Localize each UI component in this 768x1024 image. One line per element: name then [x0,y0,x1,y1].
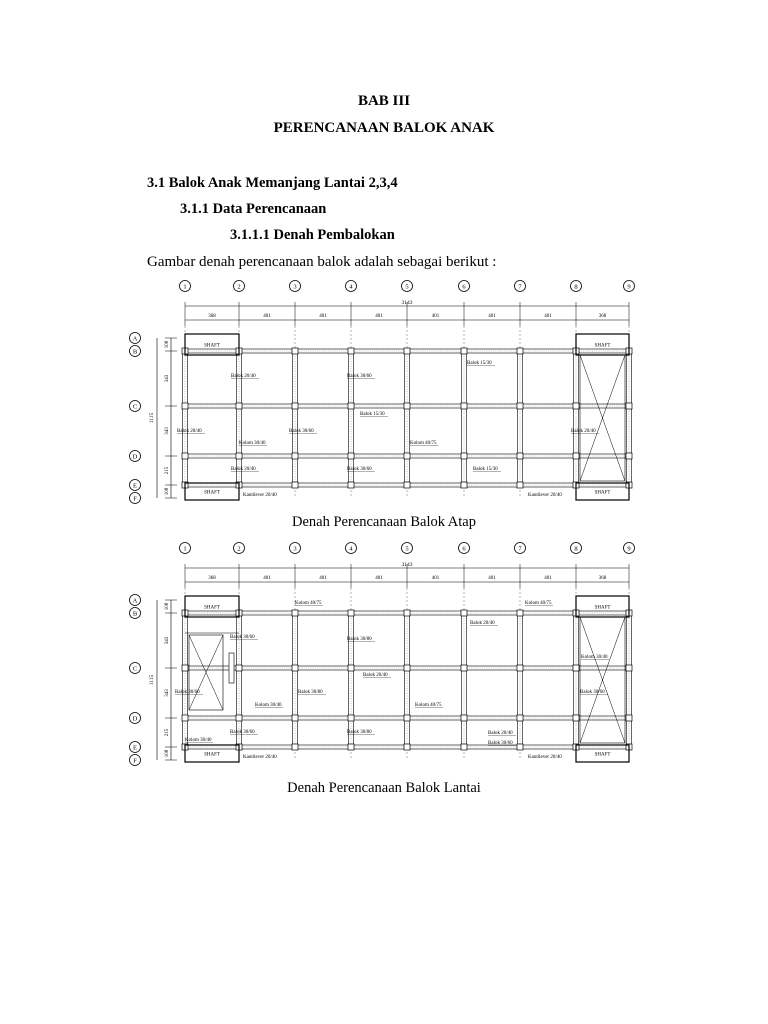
column-node [348,403,354,409]
span-label: 401 [431,576,440,581]
grid-label-E: E [133,744,137,752]
column-node [348,482,354,488]
plan-label-b2: Balok 30/60 [347,374,372,379]
height-label: 343 [165,374,170,383]
column-node [517,610,523,616]
span-label: 368 [208,314,216,319]
height-label: 108 [165,749,170,758]
cantilever-label-left: Kantilever 20/40 [243,493,277,498]
shaft-top-left-label: SHAFT [204,343,220,349]
plan-label-b4: Balok 15/30 [360,412,385,417]
grid-label-5: 5 [405,545,409,553]
column-node [348,715,354,721]
column-node [461,403,467,409]
column-node [404,348,410,354]
grid-label-D: D [132,715,138,723]
roof-beam-plan-drawing [125,276,645,508]
height-label: 215 [165,728,170,737]
plan-label-b8: Kolom 30/40 [239,441,266,446]
roof-plan-caption: Denah Perencanaan Balok Atap [292,514,476,530]
grid-label-2: 2 [237,283,241,291]
column-node [404,744,410,750]
column-node [292,744,298,750]
plan-label-b1: Balok 20/40 [231,374,256,379]
grid-label-C: C [132,403,138,411]
column-node [292,665,298,671]
plan-label-b9: Kolom 40/75 [410,441,437,446]
plan-label-c4: Balok 30/60 [230,635,255,640]
grid-label-6: 6 [462,545,466,553]
shaft-top-left-label: SHAFT [204,605,220,611]
span-label: 401 [319,576,327,581]
grid-label-9: 9 [627,283,631,291]
column-node [461,348,467,354]
grid-label-A: A [132,597,138,605]
grid-label-4: 4 [349,283,353,291]
column-node [404,403,410,409]
span-label: 401 [375,314,383,319]
section-heading: 3.1 Balok Anak Memanjang Lantai 2,3,4 [147,175,398,191]
column-node [348,744,354,750]
column-node [292,453,298,459]
cantilever-label-left: Kantilever 20/40 [243,755,277,760]
grid-label-9: 9 [627,545,631,553]
span-label: 401 [488,576,496,581]
grid-label-4: 4 [349,545,353,553]
plan-label-b5: Balok 20/40 [177,429,202,434]
column-node [461,610,467,616]
grid-label-7: 7 [518,283,522,291]
height-label: 343 [165,427,170,435]
height-label: 343 [165,636,170,645]
column-node [348,665,354,671]
column-node [517,744,523,750]
column-node [517,482,523,488]
column-node [626,453,632,459]
grid-label-F: F [133,495,137,503]
chapter-title: PERENCANAAN BALOK ANAK [273,120,495,136]
plan-label-c11: Kolom 40/75 [415,703,442,708]
span-label: 401 [375,576,383,581]
grid-label-1: 1 [183,283,187,291]
column-node [517,348,523,354]
grid-label-1: 1 [183,545,187,553]
grid-label-F: F [133,757,137,765]
column-node [573,665,579,671]
column-node [404,665,410,671]
grid-label-D: D [132,453,138,461]
total-height-label: 1115 [149,674,155,686]
column-node [182,453,188,459]
column-node [236,715,242,721]
plan-label-c2: Kolom 40/75 [525,601,552,606]
plan-label-b6: Balok 30/60 [289,429,314,434]
grid-label-3: 3 [293,545,297,553]
plan-label-c13: Kolom 30/40 [185,738,212,743]
plan-label-c16: Balok 20/40 [488,731,513,736]
column-node [292,610,298,616]
floor-plan-caption: Denah Perencanaan Balok Lantai [287,780,481,796]
column-node [404,453,410,459]
plan-label-b3: Balok 15/30 [467,361,492,366]
column-node [404,482,410,488]
plan-label-c14: Balok 30/60 [230,730,255,735]
shaft-bottom-right-label: SHAFT [594,490,611,496]
span-label: 368 [208,576,216,581]
plan-label-b10: Balok 20/40 [231,467,256,472]
grid-label-C: C [132,665,138,673]
column-node [517,453,523,459]
column-node [292,403,298,409]
column-node [236,665,242,671]
column-node [182,403,188,409]
subsubsection-heading: 3.1.1.1 Denah Pembalokan [230,227,395,243]
height-label: 343 [165,689,170,697]
column-node [461,482,467,488]
grid-label-7: 7 [518,545,522,553]
span-label: 401 [319,314,327,319]
span-label: 401 [544,576,552,581]
grid-label-8: 8 [574,283,578,291]
plan-label-c17: Balok 30/60 [488,741,513,746]
span-label: 401 [544,314,552,319]
span-label: 368 [598,576,607,581]
shaft-top-right-label: SHAFT [594,605,611,611]
plan-label-c6: Kolom 30/40 [581,655,608,660]
shaft-top-right-label: SHAFT [594,343,611,349]
height-label: 108 [165,487,170,496]
column-node [404,610,410,616]
span-label: 401 [263,314,271,319]
total-height-label: 1115 [149,412,155,424]
column-node [461,453,467,459]
grid-label-2: 2 [237,545,241,553]
column-node [573,715,579,721]
column-node [182,715,188,721]
plan-label-b12: Balok 15/30 [473,467,498,472]
intro-paragraph: Gambar denah perencanaan balok adalah sebagai berikut : [147,254,497,270]
plan-label-c10: Balok 30/80 [298,690,323,695]
plan-label-b7: Balok 20/40 [571,429,596,434]
height-label: 108 [165,602,170,611]
plan-label-c15: Balok 30/80 [347,730,372,735]
plan-label-c8: Balok 30/60 [175,690,200,695]
grid-label-5: 5 [405,283,409,291]
column-node [573,403,579,409]
total-span-label: 3143 [401,562,413,568]
column-node [461,665,467,671]
span-label: 401 [431,314,440,319]
column-node [517,715,523,721]
height-label: 108 [165,340,170,349]
subsection-heading: 3.1.1 Data Perencanaan [180,201,327,217]
span-label: 401 [263,576,271,581]
plan-label-c9: Kolom 30/40 [255,703,282,708]
grid-label-A: A [132,335,138,343]
plan-label-c12: Balok 30/60 [580,690,605,695]
column-node [626,403,632,409]
cantilever-label-right: Kantilever 20/40 [528,755,562,760]
grid-label-B: B [132,610,138,618]
shaft-bottom-right-label: SHAFT [594,752,611,758]
shaft-bottom-left-label: SHAFT [204,752,220,758]
cantilever-label-right: Kantilever 20/40 [528,493,562,498]
grid-label-B: B [132,348,138,356]
height-label: 215 [165,466,170,475]
column-node [461,744,467,750]
column-node [626,715,632,721]
column-node [236,403,242,409]
column-node [517,665,523,671]
chapter-number: BAB III [357,93,411,109]
shaft-bottom-left-label: SHAFT [204,490,220,496]
column-node [182,665,188,671]
column-node [517,403,523,409]
column-node [404,715,410,721]
span-label: 401 [488,314,496,319]
plan-label-b11: Balok 30/60 [347,467,372,472]
plan-label-c3: Balok 20/40 [470,621,495,626]
column-node [236,453,242,459]
grid-label-6: 6 [462,283,466,291]
plan-label-c7: Balok 20/40 [363,673,388,678]
span-label: 368 [598,314,607,319]
column-node [348,348,354,354]
column-node [292,715,298,721]
total-span-label: 3143 [401,300,413,306]
floor-beam-plan-drawing [125,538,645,770]
column-node [348,610,354,616]
column-node [292,348,298,354]
grid-label-8: 8 [574,545,578,553]
column-node [461,715,467,721]
column-node [292,482,298,488]
grid-label-3: 3 [293,283,297,291]
grid-label-E: E [133,482,137,490]
column-node [626,665,632,671]
column-node [348,453,354,459]
plan-label-c5: Balok 30/80 [347,637,372,642]
stair-post [229,653,234,683]
column-node [573,453,579,459]
plan-label-c1: Kolom 40/75 [295,601,322,606]
